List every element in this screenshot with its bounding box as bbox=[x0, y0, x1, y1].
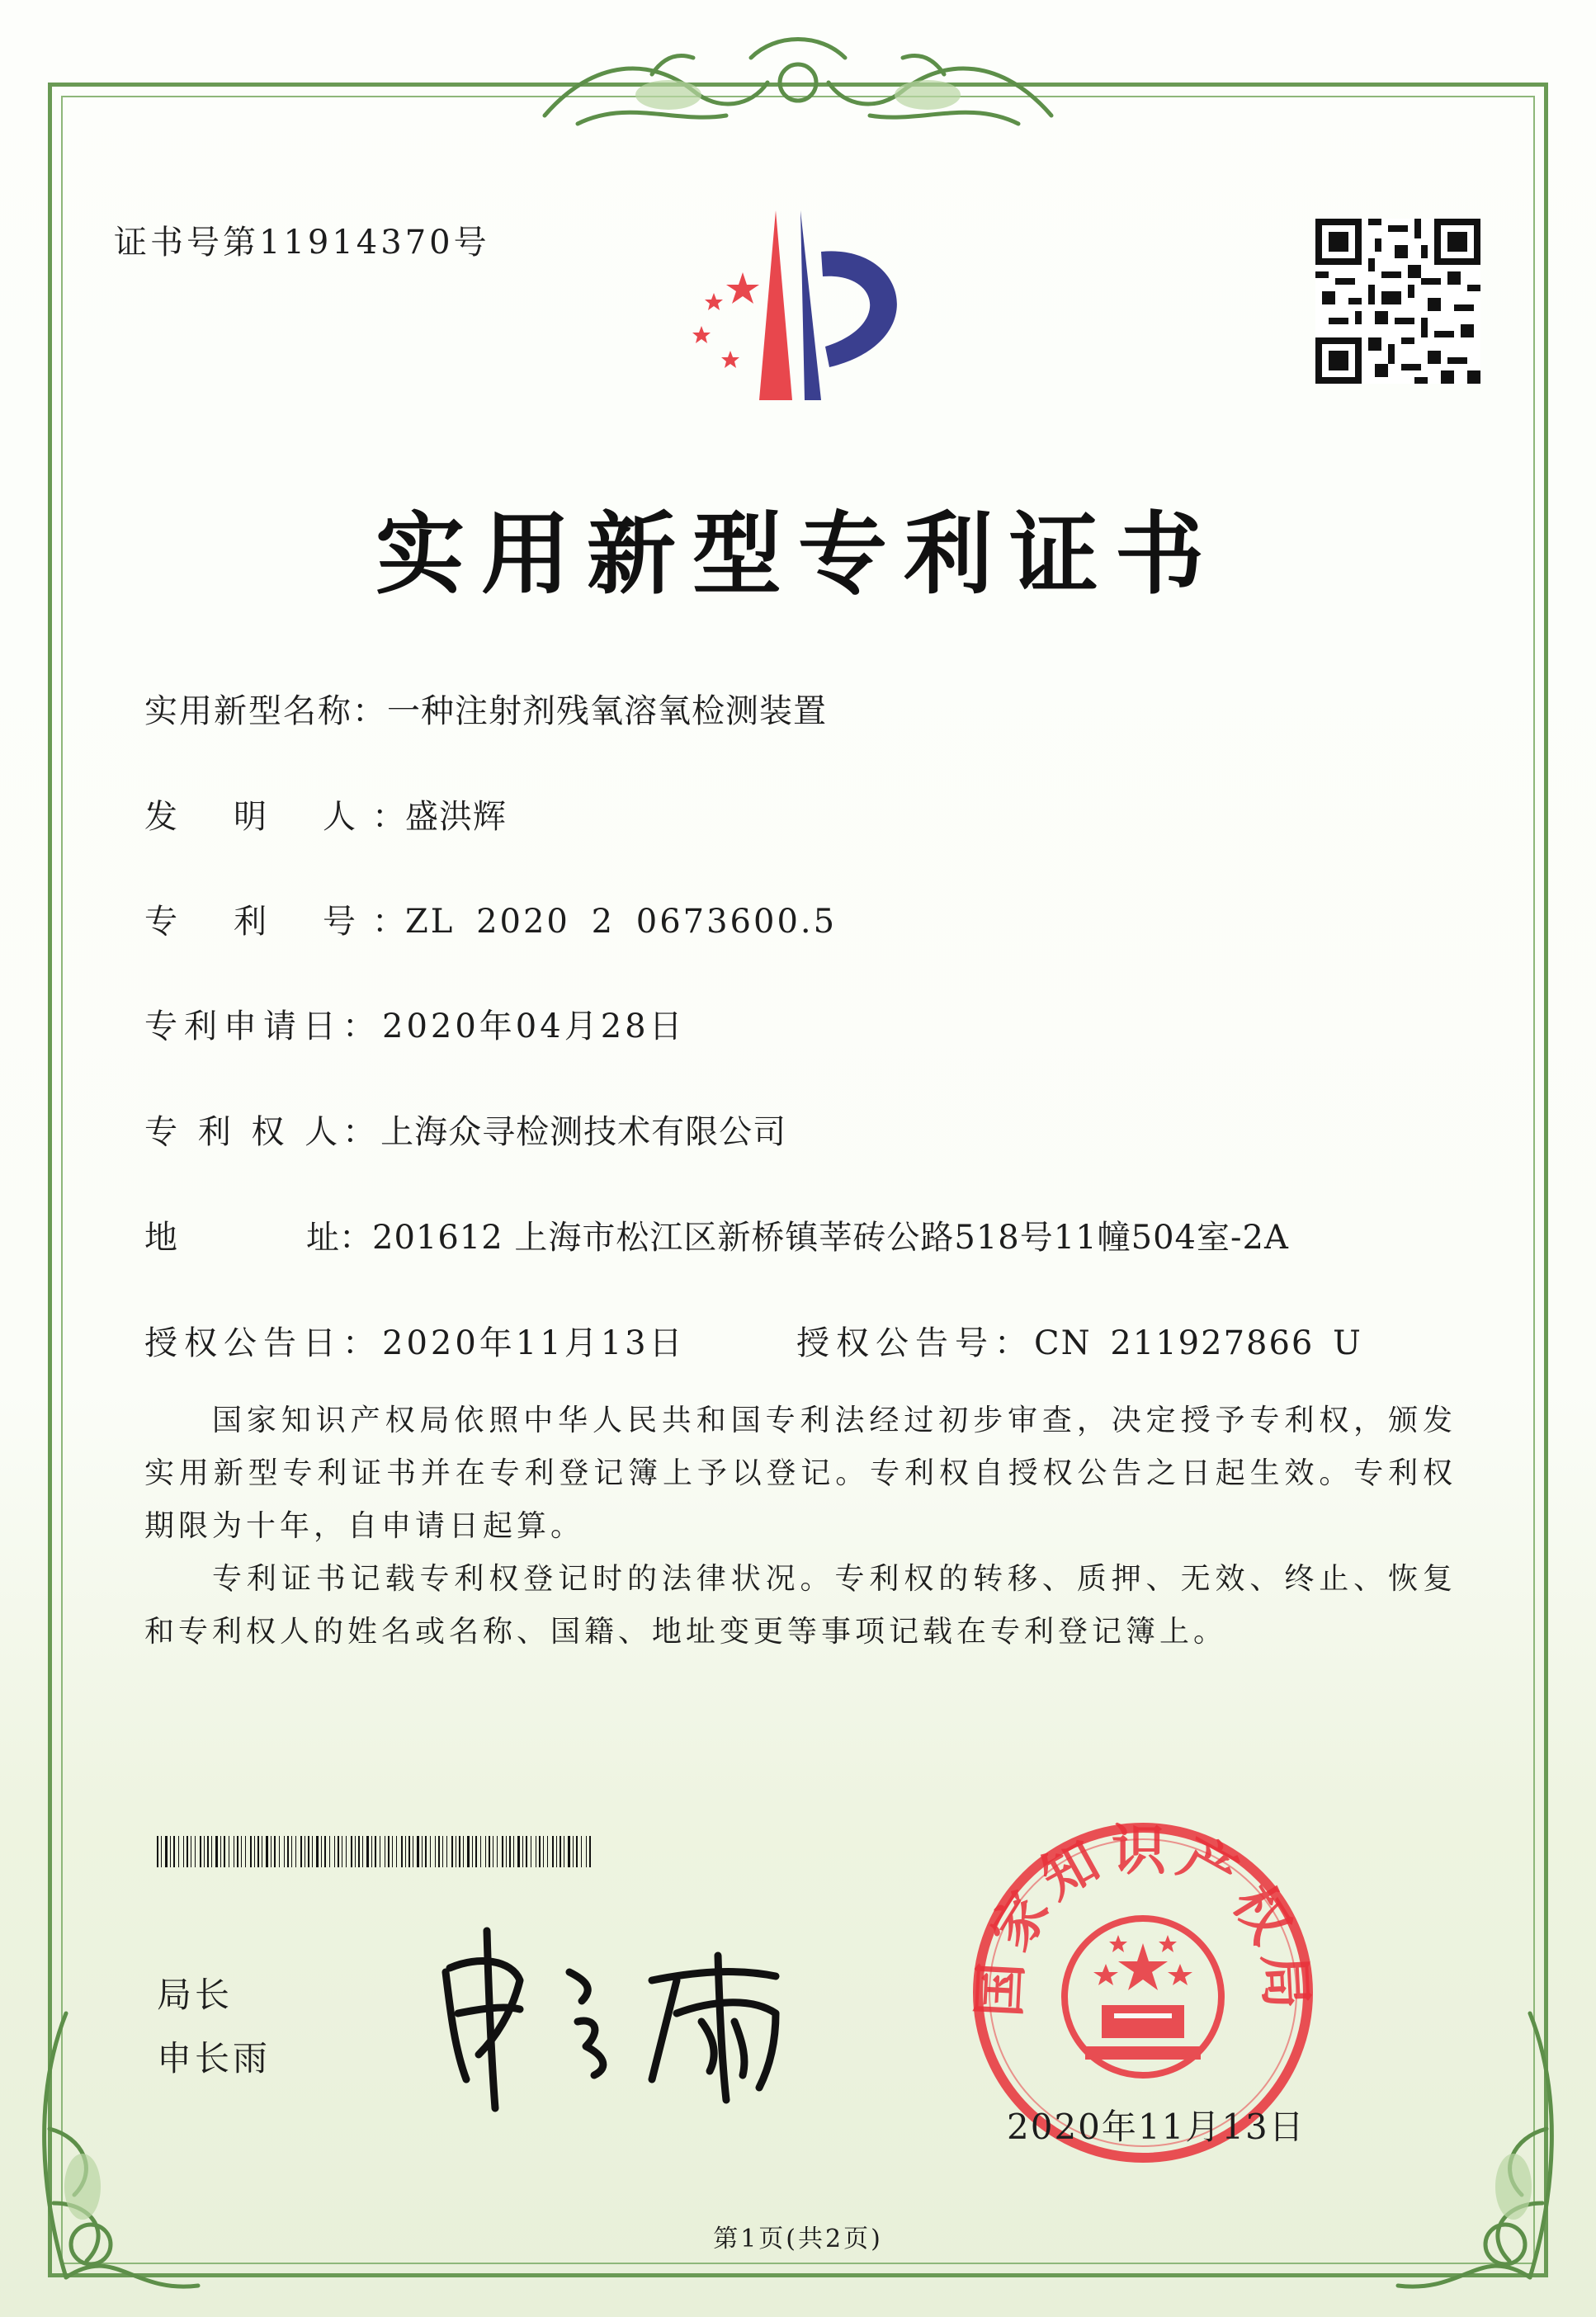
inventor-value: 盛洪辉 bbox=[405, 798, 507, 836]
utility-model-name-row bbox=[144, 685, 827, 732]
barcode-icon bbox=[157, 1836, 593, 1867]
barcode-bar bbox=[165, 1836, 168, 1867]
barcode-bar bbox=[274, 1836, 276, 1867]
address-value: 201612 上海市松江区新桥镇莘砖公路518号11幢504室-2A bbox=[372, 1219, 1289, 1257]
barcode-bar bbox=[279, 1836, 280, 1867]
utility-model-name-label: 实用新型名称： bbox=[144, 692, 387, 730]
barcode-bar bbox=[472, 1836, 473, 1867]
barcode-bar bbox=[187, 1836, 188, 1867]
filing-date-row bbox=[144, 1000, 686, 1047]
barcode-bar bbox=[207, 1836, 209, 1867]
page-number: 第1页(共2页) bbox=[713, 2225, 883, 2253]
barcode-bar bbox=[463, 1836, 464, 1867]
barcode-bar bbox=[509, 1836, 511, 1867]
inventor-label-char: 人 bbox=[323, 798, 356, 836]
barcode-bar bbox=[295, 1836, 296, 1867]
inventor-label-colon: ： bbox=[372, 798, 405, 836]
barcode-bar bbox=[489, 1836, 490, 1867]
patentee-value: 上海众寻检测技术有限公司 bbox=[380, 1113, 787, 1151]
barcode-bar bbox=[351, 1836, 352, 1867]
barcode-bar bbox=[543, 1836, 544, 1867]
national-emblem-icon bbox=[1065, 1918, 1221, 2075]
address-label-colon: ： bbox=[339, 1219, 372, 1257]
barcode-bar bbox=[388, 1836, 390, 1867]
patent-number-row bbox=[144, 895, 837, 942]
patent-number-value: ZL 2020 2 0673600.5 bbox=[405, 903, 838, 941]
barcode-bar bbox=[157, 1836, 158, 1867]
barcode-bar bbox=[287, 1836, 289, 1867]
barcode-bar bbox=[526, 1836, 527, 1867]
filing-date-value: 2020年04月28日 bbox=[382, 1007, 686, 1045]
barcode-bar bbox=[355, 1836, 356, 1867]
barcode-bar bbox=[257, 1836, 259, 1867]
barcode-bar bbox=[467, 1836, 470, 1867]
body-paragraph-2: 专利证书记载专利权登记时的法律状况。专利权的转移、质押、无效、终止、恢复和专利权人的姓名或名称、国籍、地址变更等事项记载在专利登记簿上。 bbox=[144, 1562, 1457, 1649]
inventor-label-char: 明 bbox=[234, 798, 267, 836]
grant-date-row bbox=[144, 1317, 686, 1364]
barcode-bar bbox=[241, 1836, 242, 1867]
patent-number-label bbox=[144, 895, 372, 942]
director-title: 局长 bbox=[157, 1975, 234, 2015]
patent-number-label-char: 专 bbox=[144, 903, 177, 941]
barcode-bar bbox=[211, 1836, 212, 1867]
filing-date-label: 专利申请日： bbox=[144, 1007, 382, 1045]
barcode-bar bbox=[589, 1836, 591, 1867]
seal-date: 2020年11月13日 bbox=[1007, 2107, 1306, 2147]
barcode-bar bbox=[576, 1836, 578, 1867]
barcode-bar bbox=[480, 1836, 481, 1867]
cnipa-logo-icon bbox=[668, 202, 933, 408]
seal-text: 国家知识产权局 bbox=[967, 1819, 1319, 2019]
barcode-bar bbox=[321, 1836, 322, 1867]
barcode-bar bbox=[451, 1836, 453, 1867]
barcode-bar bbox=[539, 1836, 541, 1867]
address-label-char: 址 bbox=[306, 1219, 339, 1257]
barcode-bar bbox=[312, 1836, 313, 1867]
barcode-bar bbox=[497, 1836, 498, 1867]
barcode-bar bbox=[183, 1836, 184, 1867]
barcode-bar bbox=[547, 1836, 548, 1867]
grant-number-row bbox=[796, 1317, 1362, 1364]
body-paragraph-1: 国家知识产权局依照中华人民共和国专利法经过初步审查，决定授予专利权，颁发实用新型专利证书并在专利登记簿上予以登记。专利权自授权公告之日起生效。专利权期限为十年，自申请日起算。 bbox=[144, 1404, 1457, 1543]
inventor-label bbox=[144, 790, 372, 838]
certificate-number: 证书号第11914370号 bbox=[114, 224, 490, 262]
director-name: 申长雨 bbox=[157, 2038, 272, 2079]
barcode-bar bbox=[401, 1836, 403, 1867]
barcode-bar bbox=[517, 1836, 520, 1867]
barcode-bar bbox=[358, 1836, 360, 1867]
barcode-bar bbox=[254, 1836, 255, 1867]
address-label bbox=[144, 1211, 290, 1258]
barcode-bar bbox=[338, 1836, 339, 1867]
certificate-body bbox=[144, 1394, 1457, 1659]
certificate-title: 实用新型专利证书 bbox=[375, 503, 1221, 606]
barcode-bar bbox=[371, 1836, 372, 1867]
barcode-bar bbox=[329, 1836, 330, 1867]
barcode-bar bbox=[438, 1836, 440, 1867]
barcode-bar bbox=[161, 1836, 162, 1867]
barcode-bar bbox=[396, 1836, 397, 1867]
barcode-bar bbox=[405, 1836, 406, 1867]
barcode-bar bbox=[308, 1836, 309, 1867]
barcode-bar bbox=[475, 1836, 477, 1867]
grant-number-value: CN 211927866 U bbox=[1034, 1324, 1362, 1362]
barcode-bar bbox=[362, 1836, 363, 1867]
grant-date-value: 2020年11月13日 bbox=[382, 1324, 686, 1362]
barcode-bar bbox=[250, 1836, 252, 1867]
barcode-bar bbox=[300, 1836, 302, 1867]
barcode-bar bbox=[522, 1836, 523, 1867]
barcode-bar bbox=[430, 1836, 431, 1867]
barcode-bar bbox=[485, 1836, 486, 1867]
barcode-bar bbox=[422, 1836, 423, 1867]
barcode-bar bbox=[334, 1836, 335, 1867]
barcode-bar bbox=[178, 1836, 179, 1867]
barcode-bar bbox=[552, 1836, 554, 1867]
barcode-bar bbox=[200, 1836, 201, 1867]
barcode-bar bbox=[586, 1836, 587, 1867]
barcode-bar bbox=[568, 1836, 570, 1867]
patent-number-label-colon: ： bbox=[372, 903, 405, 941]
patent-number-label-char: 利 bbox=[234, 903, 267, 941]
inventor-label-char: 发 bbox=[144, 798, 177, 836]
barcode-bar bbox=[513, 1836, 514, 1867]
barcode-bar bbox=[560, 1836, 561, 1867]
barcode-bar bbox=[170, 1836, 171, 1867]
barcode-bar bbox=[346, 1836, 347, 1867]
patentee-row bbox=[144, 1106, 786, 1153]
barcode-bar bbox=[224, 1836, 225, 1867]
grant-date-label: 授权公告日： bbox=[144, 1324, 382, 1362]
grant-number-label: 授权公告号： bbox=[796, 1324, 1034, 1362]
utility-model-name-value: 一种注射剂残氧溶氧检测装置 bbox=[387, 692, 827, 730]
inventor-row bbox=[144, 790, 507, 838]
barcode-bar bbox=[392, 1836, 393, 1867]
barcode-bar bbox=[556, 1836, 557, 1867]
barcode-bar bbox=[573, 1836, 574, 1867]
barcode-bar bbox=[502, 1836, 503, 1867]
barcode-bar bbox=[215, 1836, 218, 1867]
barcode-bar bbox=[204, 1836, 205, 1867]
barcode-bar bbox=[271, 1836, 272, 1867]
barcode-bar bbox=[408, 1836, 410, 1867]
address-row bbox=[144, 1211, 1289, 1258]
qr-code-icon bbox=[1315, 219, 1480, 384]
barcode-bar bbox=[425, 1836, 427, 1867]
barcode-bar bbox=[266, 1836, 268, 1867]
top-ornament-icon bbox=[528, 25, 1068, 149]
barcode-bar bbox=[506, 1836, 507, 1867]
barcode-bar bbox=[366, 1836, 369, 1867]
barcode-bar bbox=[417, 1836, 419, 1867]
barcode-bar bbox=[442, 1836, 443, 1867]
barcode-bar bbox=[173, 1836, 175, 1867]
barcode-bar bbox=[284, 1836, 285, 1867]
barcode-bar bbox=[245, 1836, 246, 1867]
barcode-bar bbox=[195, 1836, 196, 1867]
barcode-bar bbox=[237, 1836, 238, 1867]
director-signature bbox=[429, 1923, 825, 2112]
barcode-bar bbox=[324, 1836, 326, 1867]
barcode-bar bbox=[375, 1836, 376, 1867]
bottom-right-ornament-icon bbox=[1365, 1997, 1579, 2310]
barcode-bar bbox=[581, 1836, 582, 1867]
patentee-label: 专 利 权 人： bbox=[144, 1113, 381, 1151]
barcode-bar bbox=[446, 1836, 447, 1867]
barcode-bar bbox=[220, 1836, 221, 1867]
patent-number-label-char: 号 bbox=[323, 903, 356, 941]
address-label-char: 地 bbox=[144, 1219, 177, 1257]
barcode-bar bbox=[459, 1836, 460, 1867]
barcode-bar bbox=[316, 1836, 319, 1867]
barcode-bar bbox=[435, 1836, 436, 1867]
barcode-bar bbox=[291, 1836, 292, 1867]
